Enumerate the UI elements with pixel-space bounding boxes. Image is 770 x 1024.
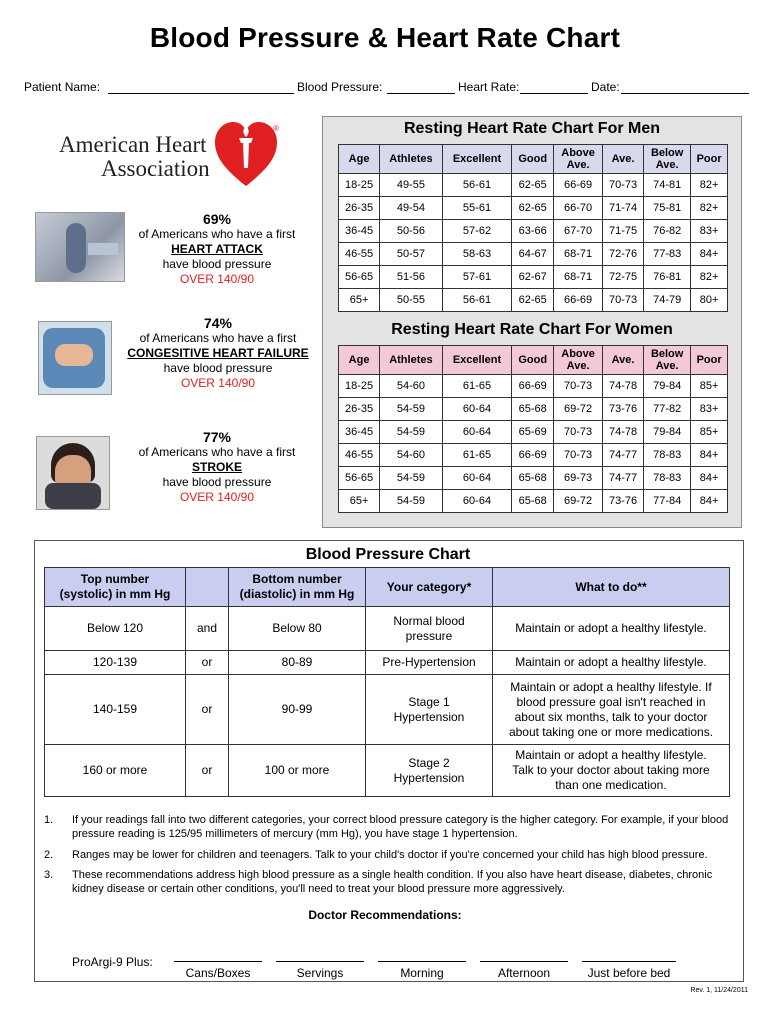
table-cell: 57-62 xyxy=(442,220,512,243)
table-cell: 65+ xyxy=(339,289,380,312)
bp-cell-dia: 80-89 xyxy=(229,651,366,675)
table-cell: 18-25 xyxy=(339,174,380,197)
cans-boxes-field[interactable] xyxy=(174,961,262,962)
table-cell: 72-75 xyxy=(603,266,644,289)
table-cell: 67-70 xyxy=(554,220,603,243)
table-row xyxy=(45,675,730,745)
table-row xyxy=(339,444,728,467)
col-what-to-do: What to do** xyxy=(493,568,730,607)
table-row xyxy=(45,745,730,797)
stat-threshold: OVER 140/90 xyxy=(180,376,256,390)
table-cell: 80+ xyxy=(691,289,728,312)
table-cell: 61-65 xyxy=(442,375,512,398)
heart-torch-icon xyxy=(213,118,279,188)
table-cell: 84+ xyxy=(691,490,728,513)
bp-cell-cat: Stage 1 Hypertension xyxy=(366,675,493,745)
table-cell: 72-76 xyxy=(603,243,644,266)
blood-pressure-table xyxy=(44,567,730,797)
table-cell: 76-81 xyxy=(644,266,691,289)
table-cell: 82+ xyxy=(691,174,728,197)
table-cell: 66-69 xyxy=(554,174,603,197)
table-cell: 68-71 xyxy=(554,243,603,266)
women-heart-rate-table xyxy=(338,345,728,513)
col-poor: Poor xyxy=(691,346,728,375)
table-cell: 56-65 xyxy=(339,467,380,490)
col-poor: Poor xyxy=(691,145,728,174)
bp-cell-cat: Normal blood pressure xyxy=(366,607,493,651)
table-cell: 62-65 xyxy=(512,289,554,312)
before-bed-field[interactable] xyxy=(582,961,676,962)
stat-text: have blood pressure xyxy=(163,361,273,375)
stat-threshold: OVER 140/90 xyxy=(179,490,255,504)
table-cell: 54-59 xyxy=(380,398,443,421)
patient-name-field[interactable] xyxy=(108,93,294,94)
logo-text-line2: Association xyxy=(101,156,210,181)
table-cell: 65-68 xyxy=(512,490,554,513)
stroke-photo xyxy=(36,436,110,510)
table-cell: 73-76 xyxy=(603,490,644,513)
table-cell: 54-59 xyxy=(380,467,443,490)
col-ave: Ave. xyxy=(603,346,644,375)
table-cell: 77-83 xyxy=(644,243,691,266)
table-cell: 49-54 xyxy=(380,197,443,220)
table-cell: 77-82 xyxy=(644,398,691,421)
stat-condition: HEART ATTACK xyxy=(171,242,263,256)
table-row xyxy=(339,375,728,398)
table-row xyxy=(339,289,728,312)
col-excellent: Excellent xyxy=(442,346,512,375)
heart-failure-photo xyxy=(38,321,112,395)
stat-text: have blood pressure xyxy=(162,257,272,271)
table-cell: 56-61 xyxy=(442,289,512,312)
col-below-ave: Below Ave. xyxy=(644,346,691,375)
table-cell: 83+ xyxy=(691,398,728,421)
table-cell: 66-69 xyxy=(512,375,554,398)
table-cell: 26-35 xyxy=(339,197,380,220)
table-cell: 65-68 xyxy=(512,467,554,490)
table-row xyxy=(339,467,728,490)
blood-pressure-label: Blood Pressure: xyxy=(297,80,383,94)
table-cell: 62-65 xyxy=(512,197,554,220)
stat-threshold: OVER 140/90 xyxy=(179,272,255,286)
table-row xyxy=(339,490,728,513)
table-cell: 70-73 xyxy=(603,174,644,197)
table-row xyxy=(339,243,728,266)
table-row xyxy=(45,651,730,675)
stat-percent: 69% xyxy=(202,211,232,227)
proargi-label: ProArgi-9 Plus: xyxy=(72,955,153,969)
table-cell: 55-61 xyxy=(442,197,512,220)
col-athletes: Athletes xyxy=(380,346,443,375)
men-chart-title: Resting Heart Rate Chart For Men xyxy=(403,120,661,137)
bp-cell-conj: and xyxy=(186,607,229,651)
table-cell: 74-77 xyxy=(603,467,644,490)
col-excellent: Excellent xyxy=(442,145,512,174)
table-cell: 36-45 xyxy=(339,421,380,444)
table-cell: 60-64 xyxy=(442,467,512,490)
table-cell: 61-65 xyxy=(442,444,512,467)
table-cell: 84+ xyxy=(691,444,728,467)
stat-text: of Americans who have a first xyxy=(139,331,297,345)
table-header-row xyxy=(45,568,730,607)
table-cell: 70-73 xyxy=(554,444,603,467)
stat-heart-failure xyxy=(118,316,318,391)
bp-cell-sys: 140-159 xyxy=(45,675,186,745)
table-cell: 54-59 xyxy=(380,490,443,513)
table-cell: 57-61 xyxy=(442,266,512,289)
table-cell: 78-83 xyxy=(644,467,691,490)
bp-cell-dia: 90-99 xyxy=(229,675,366,745)
table-cell: 74-79 xyxy=(644,289,691,312)
table-cell: 79-84 xyxy=(644,375,691,398)
bp-cell-dia: Below 80 xyxy=(229,607,366,651)
table-cell: 60-64 xyxy=(442,398,512,421)
col-age: Age xyxy=(339,145,380,174)
table-cell: 85+ xyxy=(691,375,728,398)
aha-logo xyxy=(55,118,295,198)
stat-percent: 74% xyxy=(203,315,233,331)
bp-cell-sys: 160 or more xyxy=(45,745,186,797)
bp-chart-title: Blood Pressure Chart xyxy=(305,546,471,563)
table-cell: 56-61 xyxy=(442,174,512,197)
afternoon-label: Afternoon xyxy=(497,966,551,980)
col-good: Good xyxy=(512,346,554,375)
bp-cell-cat: Stage 2 Hypertension xyxy=(366,745,493,797)
table-cell: 68-71 xyxy=(554,266,603,289)
table-cell: 65-69 xyxy=(512,421,554,444)
table-cell: 54-59 xyxy=(380,421,443,444)
table-row xyxy=(339,266,728,289)
stat-percent: 77% xyxy=(202,429,232,445)
table-cell: 84+ xyxy=(691,467,728,490)
table-cell: 82+ xyxy=(691,197,728,220)
table-cell: 46-55 xyxy=(339,243,380,266)
bp-cell-conj: or xyxy=(186,651,229,675)
stat-text: have blood pressure xyxy=(162,475,272,489)
table-cell: 26-35 xyxy=(339,398,380,421)
stat-heart-attack xyxy=(128,212,306,287)
table-cell: 50-57 xyxy=(380,243,443,266)
morning-label: Morning xyxy=(400,966,444,980)
bp-cell-todo: Maintain or adopt a healthy lifestyle. xyxy=(493,607,730,651)
table-cell: 75-81 xyxy=(644,197,691,220)
table-cell: 69-72 xyxy=(554,490,603,513)
heart-rate-field[interactable] xyxy=(520,93,588,94)
table-row xyxy=(339,174,728,197)
date-label: Date: xyxy=(591,80,620,94)
table-cell: 79-84 xyxy=(644,421,691,444)
stat-stroke xyxy=(128,430,306,505)
table-cell: 66-69 xyxy=(554,289,603,312)
bp-cell-sys: Below 120 xyxy=(45,607,186,651)
table-cell: 46-55 xyxy=(339,444,380,467)
table-cell: 60-64 xyxy=(442,490,512,513)
table-row xyxy=(339,398,728,421)
table-cell: 62-67 xyxy=(512,266,554,289)
table-cell: 74-78 xyxy=(603,421,644,444)
table-row xyxy=(339,421,728,444)
table-cell: 70-73 xyxy=(554,421,603,444)
table-cell: 65+ xyxy=(339,490,380,513)
table-row xyxy=(339,220,728,243)
men-heart-rate-table xyxy=(338,144,728,312)
col-above-ave: Above Ave. xyxy=(554,145,603,174)
logo-text-line1: American Heart xyxy=(59,132,207,157)
bp-cell-conj: or xyxy=(186,745,229,797)
bp-cell-todo: Maintain or adopt a healthy lifestyle. Talk to your doctor about taking more than one medication. xyxy=(493,745,730,797)
table-cell: 71-74 xyxy=(603,197,644,220)
blood-pressure-field[interactable] xyxy=(387,93,455,94)
table-cell: 69-73 xyxy=(554,467,603,490)
patient-name-label: Patient Name: xyxy=(24,80,101,94)
table-cell: 74-81 xyxy=(644,174,691,197)
table-cell: 74-78 xyxy=(603,375,644,398)
table-cell: 69-72 xyxy=(554,398,603,421)
table-header-row xyxy=(339,145,728,174)
table-cell: 74-77 xyxy=(603,444,644,467)
table-cell: 56-65 xyxy=(339,266,380,289)
col-diastolic: Bottom number (diastolic) in mm Hg xyxy=(229,568,366,607)
patient-info-row xyxy=(24,80,750,98)
women-chart-title: Resting Heart Rate Chart For Women xyxy=(391,321,673,338)
table-row xyxy=(45,607,730,651)
col-category: Your category* xyxy=(366,568,493,607)
table-cell: 70-73 xyxy=(554,375,603,398)
table-cell: 78-83 xyxy=(644,444,691,467)
table-row xyxy=(339,197,728,220)
heart-attack-photo xyxy=(35,212,125,282)
table-cell: 85+ xyxy=(691,421,728,444)
morning-field[interactable] xyxy=(378,961,466,962)
afternoon-field[interactable] xyxy=(480,961,568,962)
stat-condition: STROKE xyxy=(191,460,242,474)
table-cell: 54-60 xyxy=(380,375,443,398)
registered-mark: ® xyxy=(273,124,279,133)
table-cell: 58-63 xyxy=(442,243,512,266)
table-cell: 66-69 xyxy=(512,444,554,467)
table-cell: 65-68 xyxy=(512,398,554,421)
stat-text: of Americans who have a first xyxy=(138,445,296,459)
table-cell: 66-70 xyxy=(554,197,603,220)
table-cell: 49-55 xyxy=(380,174,443,197)
date-field[interactable] xyxy=(621,93,749,94)
bp-cell-dia: 100 or more xyxy=(229,745,366,797)
table-cell: 51-56 xyxy=(380,266,443,289)
doctor-recommendations-heading: Doctor Recommendations: xyxy=(308,908,462,922)
col-age: Age xyxy=(339,346,380,375)
table-cell: 63-66 xyxy=(512,220,554,243)
table-cell: 82+ xyxy=(691,266,728,289)
stat-text: of Americans who have a first xyxy=(138,227,296,241)
table-cell: 18-25 xyxy=(339,375,380,398)
col-good: Good xyxy=(512,145,554,174)
table-cell: 62-65 xyxy=(512,174,554,197)
table-cell: 83+ xyxy=(691,220,728,243)
table-cell: 70-73 xyxy=(603,289,644,312)
table-cell: 50-55 xyxy=(380,289,443,312)
servings-label: Servings xyxy=(296,966,344,980)
bp-cell-todo: Maintain or adopt a healthy lifestyle. xyxy=(493,651,730,675)
heart-rate-label: Heart Rate: xyxy=(458,80,520,94)
table-cell: 73-76 xyxy=(603,398,644,421)
col-systolic: Top number (systolic) in mm Hg xyxy=(45,568,186,607)
servings-field[interactable] xyxy=(276,961,364,962)
table-cell: 60-64 xyxy=(442,421,512,444)
cans-boxes-label: Cans/Boxes xyxy=(185,966,251,980)
col-below-ave: Below Ave. xyxy=(644,145,691,174)
col-above-ave: Above Ave. xyxy=(554,346,603,375)
table-cell: 76-82 xyxy=(644,220,691,243)
stat-condition: CONGESITIVE HEART FAILURE xyxy=(127,346,309,360)
table-header-row xyxy=(339,346,728,375)
col-athletes: Athletes xyxy=(380,145,443,174)
bp-cell-conj: or xyxy=(186,675,229,745)
table-cell: 71-75 xyxy=(603,220,644,243)
table-cell: 77-84 xyxy=(644,490,691,513)
col-ave: Ave. xyxy=(603,145,644,174)
bp-cell-todo: Maintain or adopt a healthy lifestyle. If blood pressure goal isn't reached in about six months, talk to your doctor about taking one or more medications. xyxy=(493,675,730,745)
table-cell: 50-56 xyxy=(380,220,443,243)
table-cell: 84+ xyxy=(691,243,728,266)
bp-cell-cat: Pre-Hypertension xyxy=(366,651,493,675)
table-cell: 36-45 xyxy=(339,220,380,243)
table-cell: 54-60 xyxy=(380,444,443,467)
table-cell: 64-67 xyxy=(512,243,554,266)
page-title: Blood Pressure & Heart Rate Chart xyxy=(149,22,621,53)
revision-note: Rev. 1, 11/24/2011 xyxy=(690,987,748,994)
before-bed-label: Just before bed xyxy=(587,966,671,980)
bp-cell-sys: 120-139 xyxy=(45,651,186,675)
col-conjunction xyxy=(186,568,229,607)
